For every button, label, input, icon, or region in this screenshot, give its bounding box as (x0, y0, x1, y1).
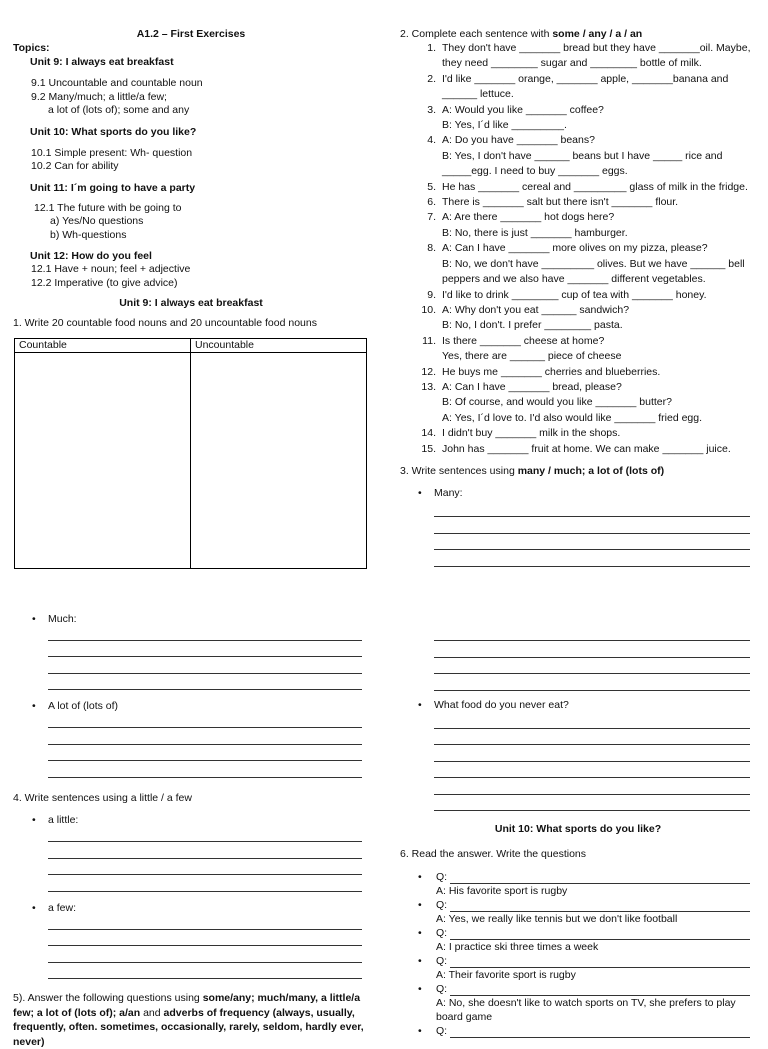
exercise-2-item (400, 41, 756, 72)
countable-cell[interactable] (15, 352, 191, 568)
topic-item: a lot of (lots of); some and any (48, 104, 190, 116)
topic-unit-10: Unit 10: What sports do you like? (30, 125, 197, 138)
exercise-6-list (400, 870, 756, 1038)
topics-label: Topics: (13, 42, 50, 54)
item-body (442, 133, 756, 179)
question-line[interactable] (436, 926, 756, 940)
item-body (442, 41, 756, 72)
item-body (442, 72, 756, 103)
topic-item: 10.1 Simple present: Wh- question (31, 146, 193, 159)
food-nouns-table (14, 338, 367, 569)
exercise-5-instruction (13, 991, 368, 1049)
question-line[interactable] (436, 982, 756, 996)
item-line[interactable]: A: Do you have _______ beans? (442, 134, 595, 147)
topic-item: b) Wh-questions (50, 228, 127, 241)
question-blank[interactable] (450, 900, 750, 912)
item-line[interactable]: A: Would you like _______ coffee? (442, 103, 604, 116)
right-column (400, 28, 756, 1038)
topic-unit-12: Unit 12: How do you feel (30, 250, 152, 262)
answer-line[interactable] (434, 795, 750, 812)
answer-text: A: His favorite sport is rugby (436, 884, 568, 897)
exercise-2-item (400, 303, 756, 334)
exercise-2-item (400, 426, 756, 441)
lotsof-bullet: • A lot of (lots of) (14, 700, 368, 714)
many-answer-lines[interactable] (434, 501, 750, 567)
item-line[interactable]: B: Of course, and would you like _______ butter? (442, 396, 672, 409)
ex5-mid: and (140, 1006, 164, 1019)
item-number: 13. (421, 380, 436, 393)
item-body (442, 195, 756, 210)
answer-text: A: No, she doesn't like to watch sports on TV, she prefers to play board game (436, 996, 736, 1023)
item-body (442, 180, 756, 195)
item-number: 2. (427, 72, 436, 85)
item-body (442, 426, 756, 441)
answer-line[interactable] (434, 778, 750, 795)
exercise-2-item (400, 195, 756, 210)
question-blank[interactable] (450, 956, 750, 968)
exercise-2-item (400, 72, 756, 103)
exercise-2-item (400, 241, 756, 287)
exercise-2-item (400, 133, 756, 179)
item-line[interactable]: B: No, we don't have _________ olives. But we have ______ bell (442, 257, 745, 270)
unit10-heading: Unit 10: What sports do you like? (494, 823, 662, 836)
countable-header: Countable (15, 338, 191, 352)
item-body (442, 103, 756, 134)
item-line[interactable]: I didn't buy _______ milk in the shops. (442, 427, 621, 440)
item-number: 4. (427, 134, 436, 147)
item-line[interactable]: A: Why don't you eat ______ sandwich? (442, 303, 630, 316)
question-answer-item (400, 870, 756, 898)
answer-line[interactable] (48, 875, 362, 892)
exercise-2-item (400, 180, 756, 195)
answer-text: A: Yes, we really like tennis but we don't like football (436, 912, 678, 925)
ex2-prefix: 2. Complete each sentence with (400, 28, 553, 40)
a-little-bullet: • a little: (14, 814, 368, 828)
exercise-2-item (400, 288, 756, 303)
item-number: 3. (427, 103, 436, 116)
uncountable-cell[interactable] (191, 352, 367, 568)
topic-item: 12.2 Imperative (to give advice) (31, 276, 178, 289)
question-label: • Q: (436, 1024, 448, 1037)
question-answer-item (400, 898, 756, 926)
answer-line[interactable] (48, 826, 362, 843)
item-body (442, 210, 756, 241)
question-blank[interactable] (450, 1026, 750, 1038)
item-line[interactable]: He has _______ cereal and _________ glass of milk in the fridge. (442, 180, 748, 193)
item-line[interactable]: I'd like to drink ________ cup of tea with _______ honey. (442, 288, 707, 301)
item-number: 1. (427, 42, 436, 54)
question-label: • Q: (436, 954, 448, 967)
answer-line[interactable] (48, 963, 362, 980)
question-label: • Q: (436, 870, 448, 883)
document-title: A1.2 – First Exercises (136, 28, 246, 40)
item-line[interactable]: A: Can I have _______ more olives on my pizza, please? (442, 242, 708, 255)
topic-item: 12.1 Have + noun; feel + adjective (31, 263, 191, 275)
answer-line[interactable] (48, 842, 362, 859)
question-line[interactable] (436, 898, 756, 912)
topic-item: 9.1 Uncountable and countable noun (31, 77, 203, 89)
question-blank[interactable] (450, 928, 750, 940)
item-line[interactable]: He buys me _______ cherries and blueberries. (442, 365, 661, 378)
item-body (442, 303, 756, 334)
unit9-heading: Unit 9: I always eat breakfast (119, 297, 263, 309)
question-answer-item (400, 954, 756, 982)
item-body (442, 288, 756, 303)
question-line[interactable] (436, 954, 756, 968)
item-line[interactable]: I'd like _______ orange, _______ apple, _______banana and (442, 72, 729, 85)
a-few-answer-lines[interactable] (48, 913, 362, 979)
topic-item: 12.1 The future with be going to (34, 201, 182, 214)
answer-line[interactable] (434, 762, 750, 779)
item-line[interactable]: A: Yes, I´d love to. I'd also would like _______ fried egg. (442, 411, 703, 424)
a-few-bullet: • a few: (14, 902, 368, 916)
answer-line[interactable] (434, 534, 750, 551)
item-body (442, 365, 756, 380)
answer-text: A: Their favorite sport is rugby (436, 968, 576, 981)
many-bullet: • Many: (400, 487, 756, 501)
item-number: 6. (427, 196, 436, 209)
uncountable-header: Uncountable (191, 338, 367, 352)
answer-line[interactable] (48, 913, 362, 930)
much-bullet: • Much: (14, 613, 368, 627)
answer-line[interactable] (48, 674, 362, 691)
exercise-2-item (400, 334, 756, 365)
item-body (442, 241, 756, 287)
exercise-3-instruction (400, 465, 756, 479)
item-line[interactable]: B: Yes, I don't have ______ beans but I have _____ rice and (442, 149, 723, 162)
answer-line[interactable] (48, 657, 362, 674)
exercise-2-item (400, 210, 756, 241)
item-line[interactable]: _____egg. I need to buy _______ eggs. (442, 165, 628, 178)
answer-line[interactable] (434, 729, 750, 746)
answer-line[interactable] (434, 517, 750, 534)
item-number: 5. (427, 180, 436, 193)
answer-line[interactable] (434, 745, 750, 762)
item-line[interactable]: B: Yes, I´d like _________. (442, 119, 567, 132)
exercise-2-list (400, 41, 756, 457)
item-line[interactable]: Is there _______ cheese at home? (442, 334, 605, 347)
answer-line[interactable] (48, 930, 362, 947)
question-blank[interactable] (450, 872, 750, 884)
answer-line[interactable] (48, 641, 362, 658)
item-number: 15. (421, 442, 436, 455)
item-number: 7. (427, 211, 436, 224)
item-line[interactable]: John has _______ fruit at home. We can make _______ juice. (442, 442, 731, 455)
topic-item: 10.2 Can for ability (31, 160, 119, 172)
never-eat-bullet: • What food do you never eat? (400, 699, 756, 713)
answer-line[interactable] (434, 550, 750, 567)
ex5-bold2: adverbs of frequency (always, usually, frequently, often. sometimes, occasionally, rarely, seldom, hardly ever, never) (13, 1006, 364, 1048)
answer-line[interactable] (434, 641, 750, 658)
much-answer-lines[interactable] (48, 624, 362, 690)
lotsof-answer-lines[interactable] (48, 712, 362, 778)
item-number: 11. (422, 334, 436, 347)
item-number: 14. (421, 427, 436, 440)
answer-line[interactable] (434, 658, 750, 675)
a-little-answer-lines[interactable] (48, 826, 362, 892)
question-line[interactable] (436, 870, 756, 884)
exercise-1-instruction: 1. Write 20 countable food nouns and 20 uncountable food nouns (13, 317, 317, 329)
item-line[interactable]: ______ lettuce. (442, 88, 514, 101)
exercise-2-item (400, 103, 756, 134)
answer-line[interactable] (434, 501, 750, 518)
ex2-bold: some / any / a / an (552, 28, 643, 40)
answer-line[interactable] (434, 625, 750, 642)
ex3-bold: many / much; a lot of (lots of) (517, 464, 665, 477)
item-line[interactable]: A: Can I have _______ bread, please? (442, 380, 622, 393)
item-line[interactable]: B: No, there is just _______ hamburger. (442, 226, 628, 239)
answer-line[interactable] (48, 946, 362, 963)
question-answer-item (400, 926, 756, 954)
exercise-2-item (400, 365, 756, 380)
answer-line[interactable] (48, 859, 362, 876)
left-column (14, 28, 368, 1049)
answer-text: A: I practice ski three times a week (436, 940, 599, 953)
answer-line[interactable] (434, 712, 750, 729)
topic-unit-9: Unit 9: I always eat breakfast (30, 56, 174, 68)
item-body (442, 334, 756, 365)
answer-line[interactable] (48, 728, 362, 745)
exercise-2-item (400, 442, 756, 457)
answer-line[interactable] (48, 712, 362, 729)
ex3-prefix: 3. Write sentences using (400, 464, 518, 477)
topic-unit-11: Unit 11: I´m going to have a party (30, 181, 196, 194)
answer-line[interactable] (48, 745, 362, 762)
item-line[interactable]: There is _______ salt but there isn't _______ flour. (442, 196, 679, 209)
item-number: 12. (421, 365, 436, 378)
item-line[interactable]: peppers and we also have _______ different vegetables. (442, 273, 706, 286)
exercise-2-instruction (400, 28, 756, 41)
item-body (442, 380, 756, 426)
ex5-bold: some/any; much/many, a little/a few; a lot of (lots of); a/an (13, 992, 361, 1019)
item-line[interactable]: B: No, I don't. I prefer ________ pasta. (442, 319, 623, 332)
question-label: • Q: (436, 898, 448, 911)
topic-item: a) Yes/No questions (50, 215, 144, 227)
item-number: 10. (421, 303, 436, 316)
answer-line[interactable] (48, 761, 362, 778)
item-line[interactable]: A: Are there _______ hot dogs here? (442, 211, 615, 224)
topic-item: 9.2 Many/much; a little/a few; (31, 90, 167, 103)
answer-line[interactable] (48, 624, 362, 641)
item-line[interactable]: they need ________ sugar and ________ bottle of milk. (442, 57, 702, 70)
question-answer-item (400, 1024, 756, 1038)
item-number: 8. (427, 242, 436, 255)
many-more-answer-lines[interactable] (434, 625, 750, 691)
item-line[interactable]: Yes, there are ______ piece of cheese (442, 350, 622, 363)
question-label: • Q: (436, 926, 448, 939)
exercise-4-instruction: 4. Write sentences using a little / a few (13, 791, 192, 804)
question-blank[interactable] (450, 984, 750, 996)
answer-line[interactable] (434, 674, 750, 691)
question-answer-item (400, 982, 756, 1024)
question-label: • Q: (436, 982, 448, 995)
exercise-6-instruction: 6. Read the answer. Write the questions (400, 848, 586, 861)
item-line[interactable]: They don't have _______ bread but they have _______oil. Maybe, (442, 42, 751, 54)
ex5-prefix: 5). Answer the following questions using (13, 992, 203, 1004)
item-number: 9. (427, 288, 436, 301)
exercise-2-item (400, 380, 756, 426)
item-body (442, 442, 756, 457)
question-line[interactable] (436, 1024, 756, 1038)
never-eat-answer-lines[interactable] (434, 712, 750, 811)
